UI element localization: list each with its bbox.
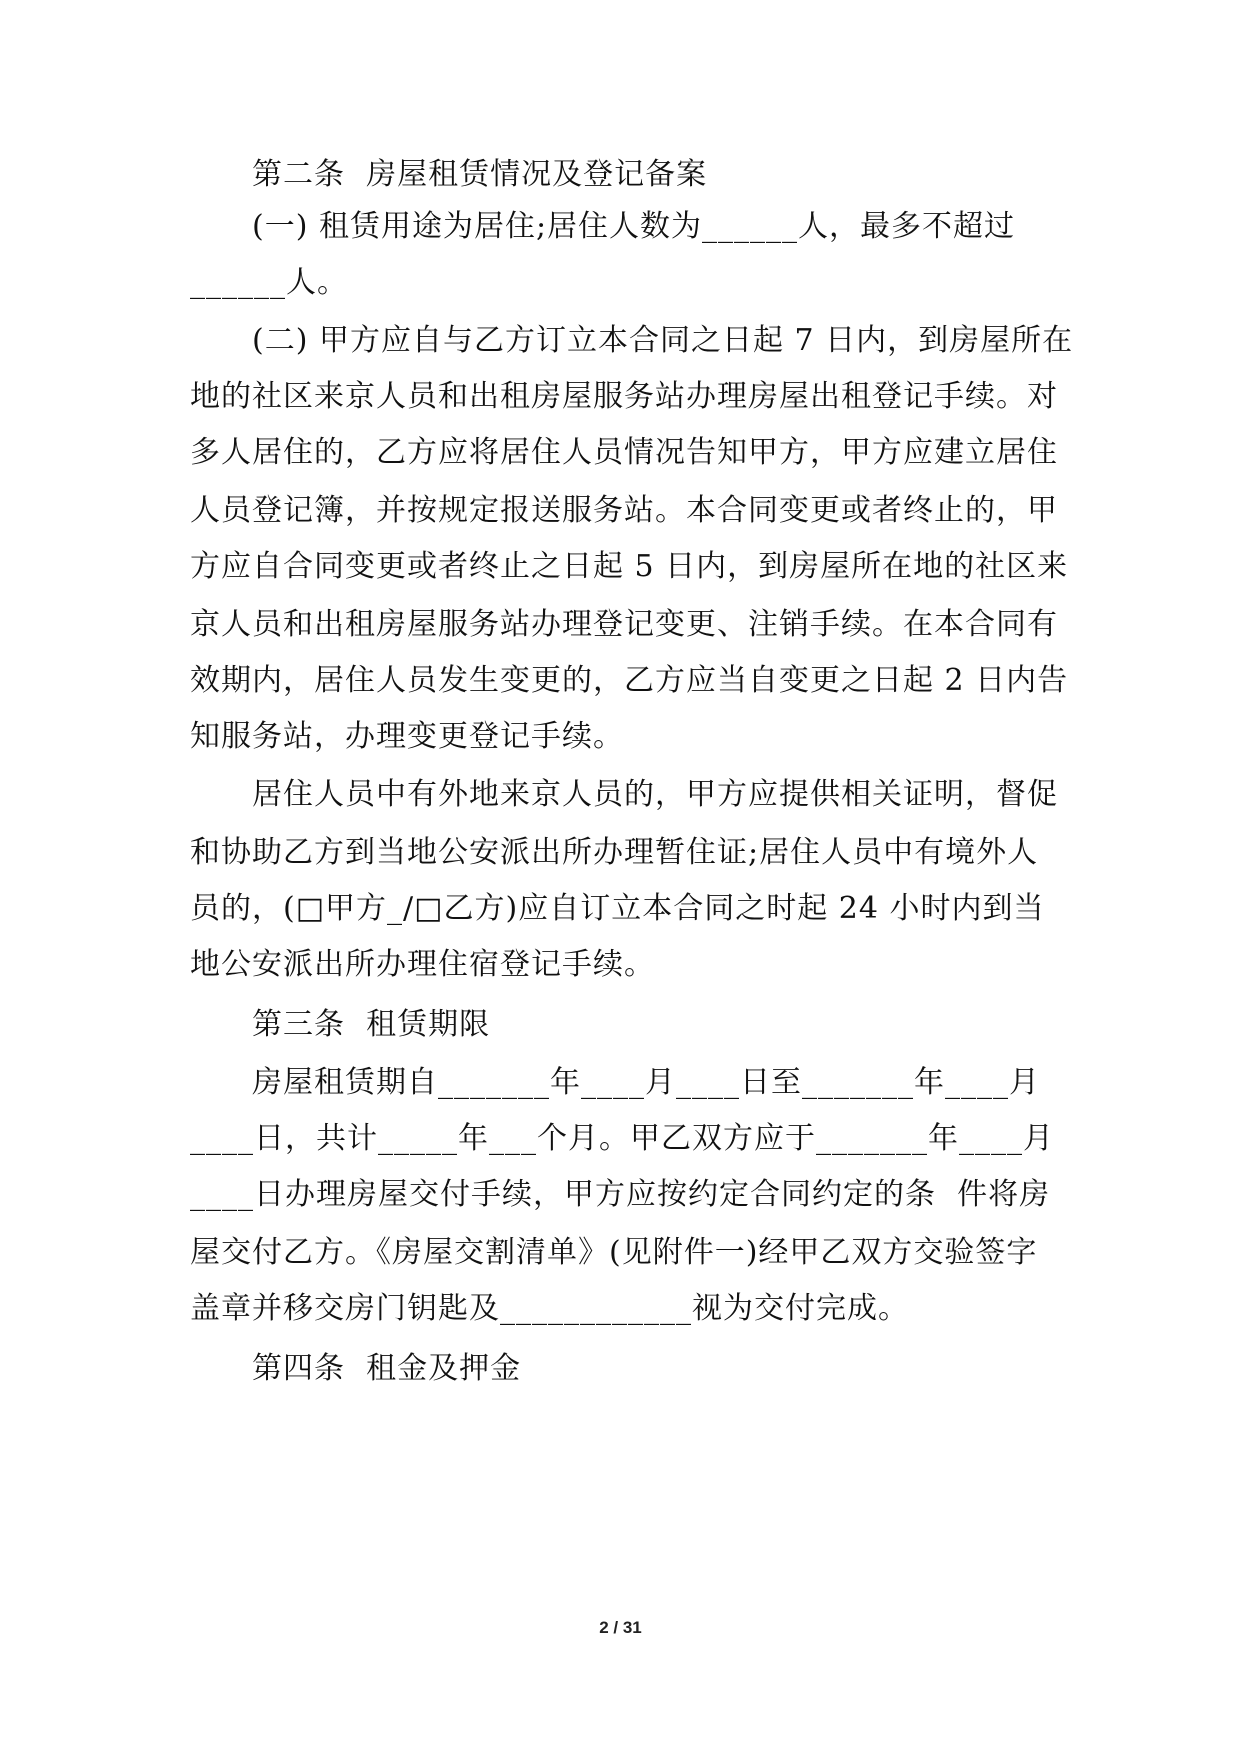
paragraph-line: 人员登记簿，并按规定报送服务站。本合同变更或者终止的，甲 (190, 493, 1058, 528)
paragraph-line: 盖章并移交房门钥匙及____________视为交付完成。 (190, 1291, 909, 1326)
paragraph-line: 和协助乙方到当地公安派出所办理暂住证;居住人员中有境外人 (190, 835, 1039, 870)
paragraph-line: ____日办理房屋交付手续，甲方应按约定合同约定的条 件将房 (190, 1177, 1051, 1212)
paragraph-line: 效期内，居住人员发生变更的，乙方应当自变更之日起 2 日内告 (190, 663, 1069, 698)
article-2-heading: 第二条 房屋租赁情况及登记备案 (252, 157, 708, 192)
article-4-heading: 第四条 租金及押金 (252, 1351, 522, 1386)
paragraph-line: ____日，共计_____年___个月。甲乙双方应于_______年____月 (190, 1121, 1054, 1156)
paragraph-line: 多人居住的，乙方应将居住人员情况告知甲方，甲方应建立居住 (190, 435, 1058, 470)
paragraph-line: 屋交付乙方。《房屋交割清单》(见附件一)经甲乙双方交验签字 (190, 1235, 1038, 1270)
paragraph-line: 方应自合同变更或者终止之日起 5 日内，到房屋所在地的社区来 (190, 549, 1069, 584)
paragraph-line: 地公安派出所办理住宿登记手续。 (190, 947, 655, 982)
paragraph-line: (一) 租赁用途为居住;居住人数为______人，最多不超过 (252, 209, 1016, 244)
paragraph-line: 京人员和出租房屋服务站办理登记变更、注销手续。在本合同有 (190, 607, 1058, 642)
paragraph-line: 员的，(□甲方_/□乙方)应自订立本合同之时起 24 小时内到当 (190, 891, 1045, 926)
paragraph-line: 居住人员中有外地来京人员的，甲方应提供相关证明，督促 (252, 777, 1058, 812)
page-number: 2 / 31 (599, 1618, 642, 1637)
article-3-heading: 第三条 租赁期限 (252, 1007, 491, 1042)
paragraph-line: 地的社区来京人员和出租房屋服务站办理房屋出租登记手续。对 (190, 379, 1058, 414)
paragraph-line: 知服务站，办理变更登记手续。 (190, 719, 624, 754)
paragraph-line: 房屋租赁期自_______年____月____日至_______年____月 (252, 1065, 1040, 1100)
paragraph-line: (二) 甲方应自与乙方订立本合同之日起 7 日内，到房屋所在 (252, 323, 1074, 358)
paragraph-line: ______人。 (190, 265, 348, 300)
